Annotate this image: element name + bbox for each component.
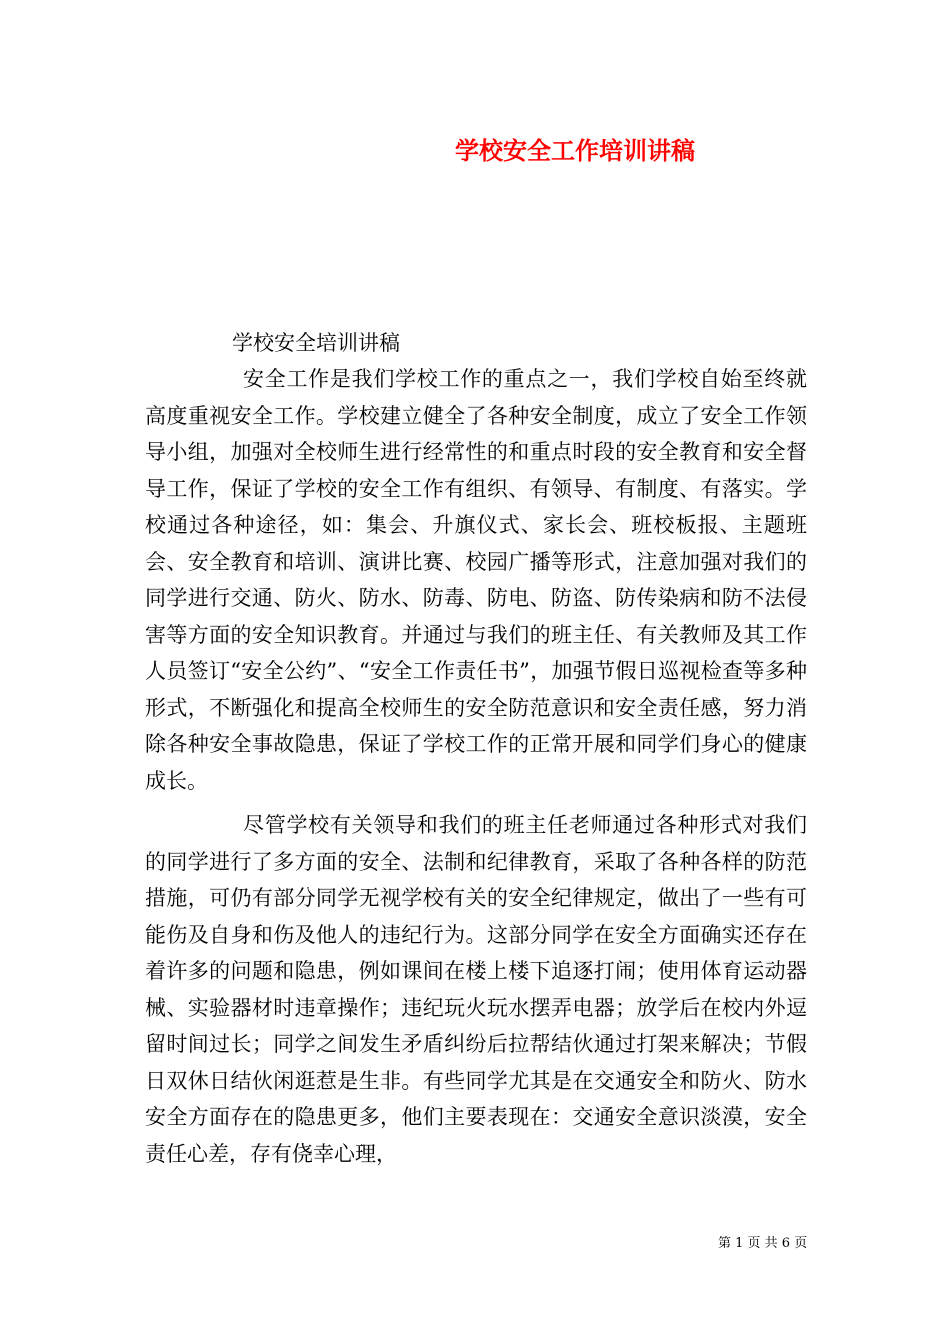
page-number-footer: 第 1 页 共 6 页 bbox=[718, 1236, 808, 1251]
document-body bbox=[145, 361, 807, 1172]
body-paragraph: 尽管学校有关领导和我们的班主任老师通过各种形式对我们的同学进行了多方面的安全、法制和纪律教育，采取了各种各样的防范措施，可仍有部分同学无视学校有关的安全纪律规定，做出了一些有可能伤及自身和伤及他人的违纪行为。这部分同学在安全方面确实还存在着许多的问题和隐患，例如课间在楼上楼下追逐打闹；使用体育运动器械、实验器材时违章操作；违纪玩火玩水摆弄电器；放学后在校内外逗留时间过长；同学之间发生矛盾纠纷后拉帮结伙通过打架来解决；节假日双休日结伙闲逛惹是生非。有些同学尤其是在交通安全和防火、防水安全方面存在的隐患更多，他们主要表现在：交通安全意识淡漠，安全责任心差，存有侥幸心理， bbox=[145, 813, 807, 1166]
body-paragraph: 安全工作是我们学校工作的重点之一，我们学校自始至终就高度重视安全工作。学校建立健全了各种安全制度，成立了安全工作领导小组，加强对全校师生进行经常性的和重点时段的安全教育和安全督导工作，保证了学校的安全工作有组织、有领导、有制度、有落实。学校通过各种途径，如：集会、升旗仪式、家长会、班校板报、主题班会、安全教育和培训、演讲比赛、校园广播等形式，注意加强对我们的同学进行交通、防火、防水、防毒、防电、防盗、防传染病和防不法侵害等方面的安全知识教育。并通过与我们的班主任、有关教师及其工作人员签订“安全公约”、“安全工作责任书”，加强节假日巡视检查等多种形式，不断强化和提高全校师生的安全防范意识和安全责任感，努力消除各种安全事故隐患，保证了学校工作的正常开展和同学们身心的健康成长。 bbox=[145, 367, 807, 793]
document-subtitle: 学校安全培训讲稿 bbox=[232, 331, 400, 355]
document-title: 学校安全工作培训讲稿 bbox=[455, 136, 695, 165]
